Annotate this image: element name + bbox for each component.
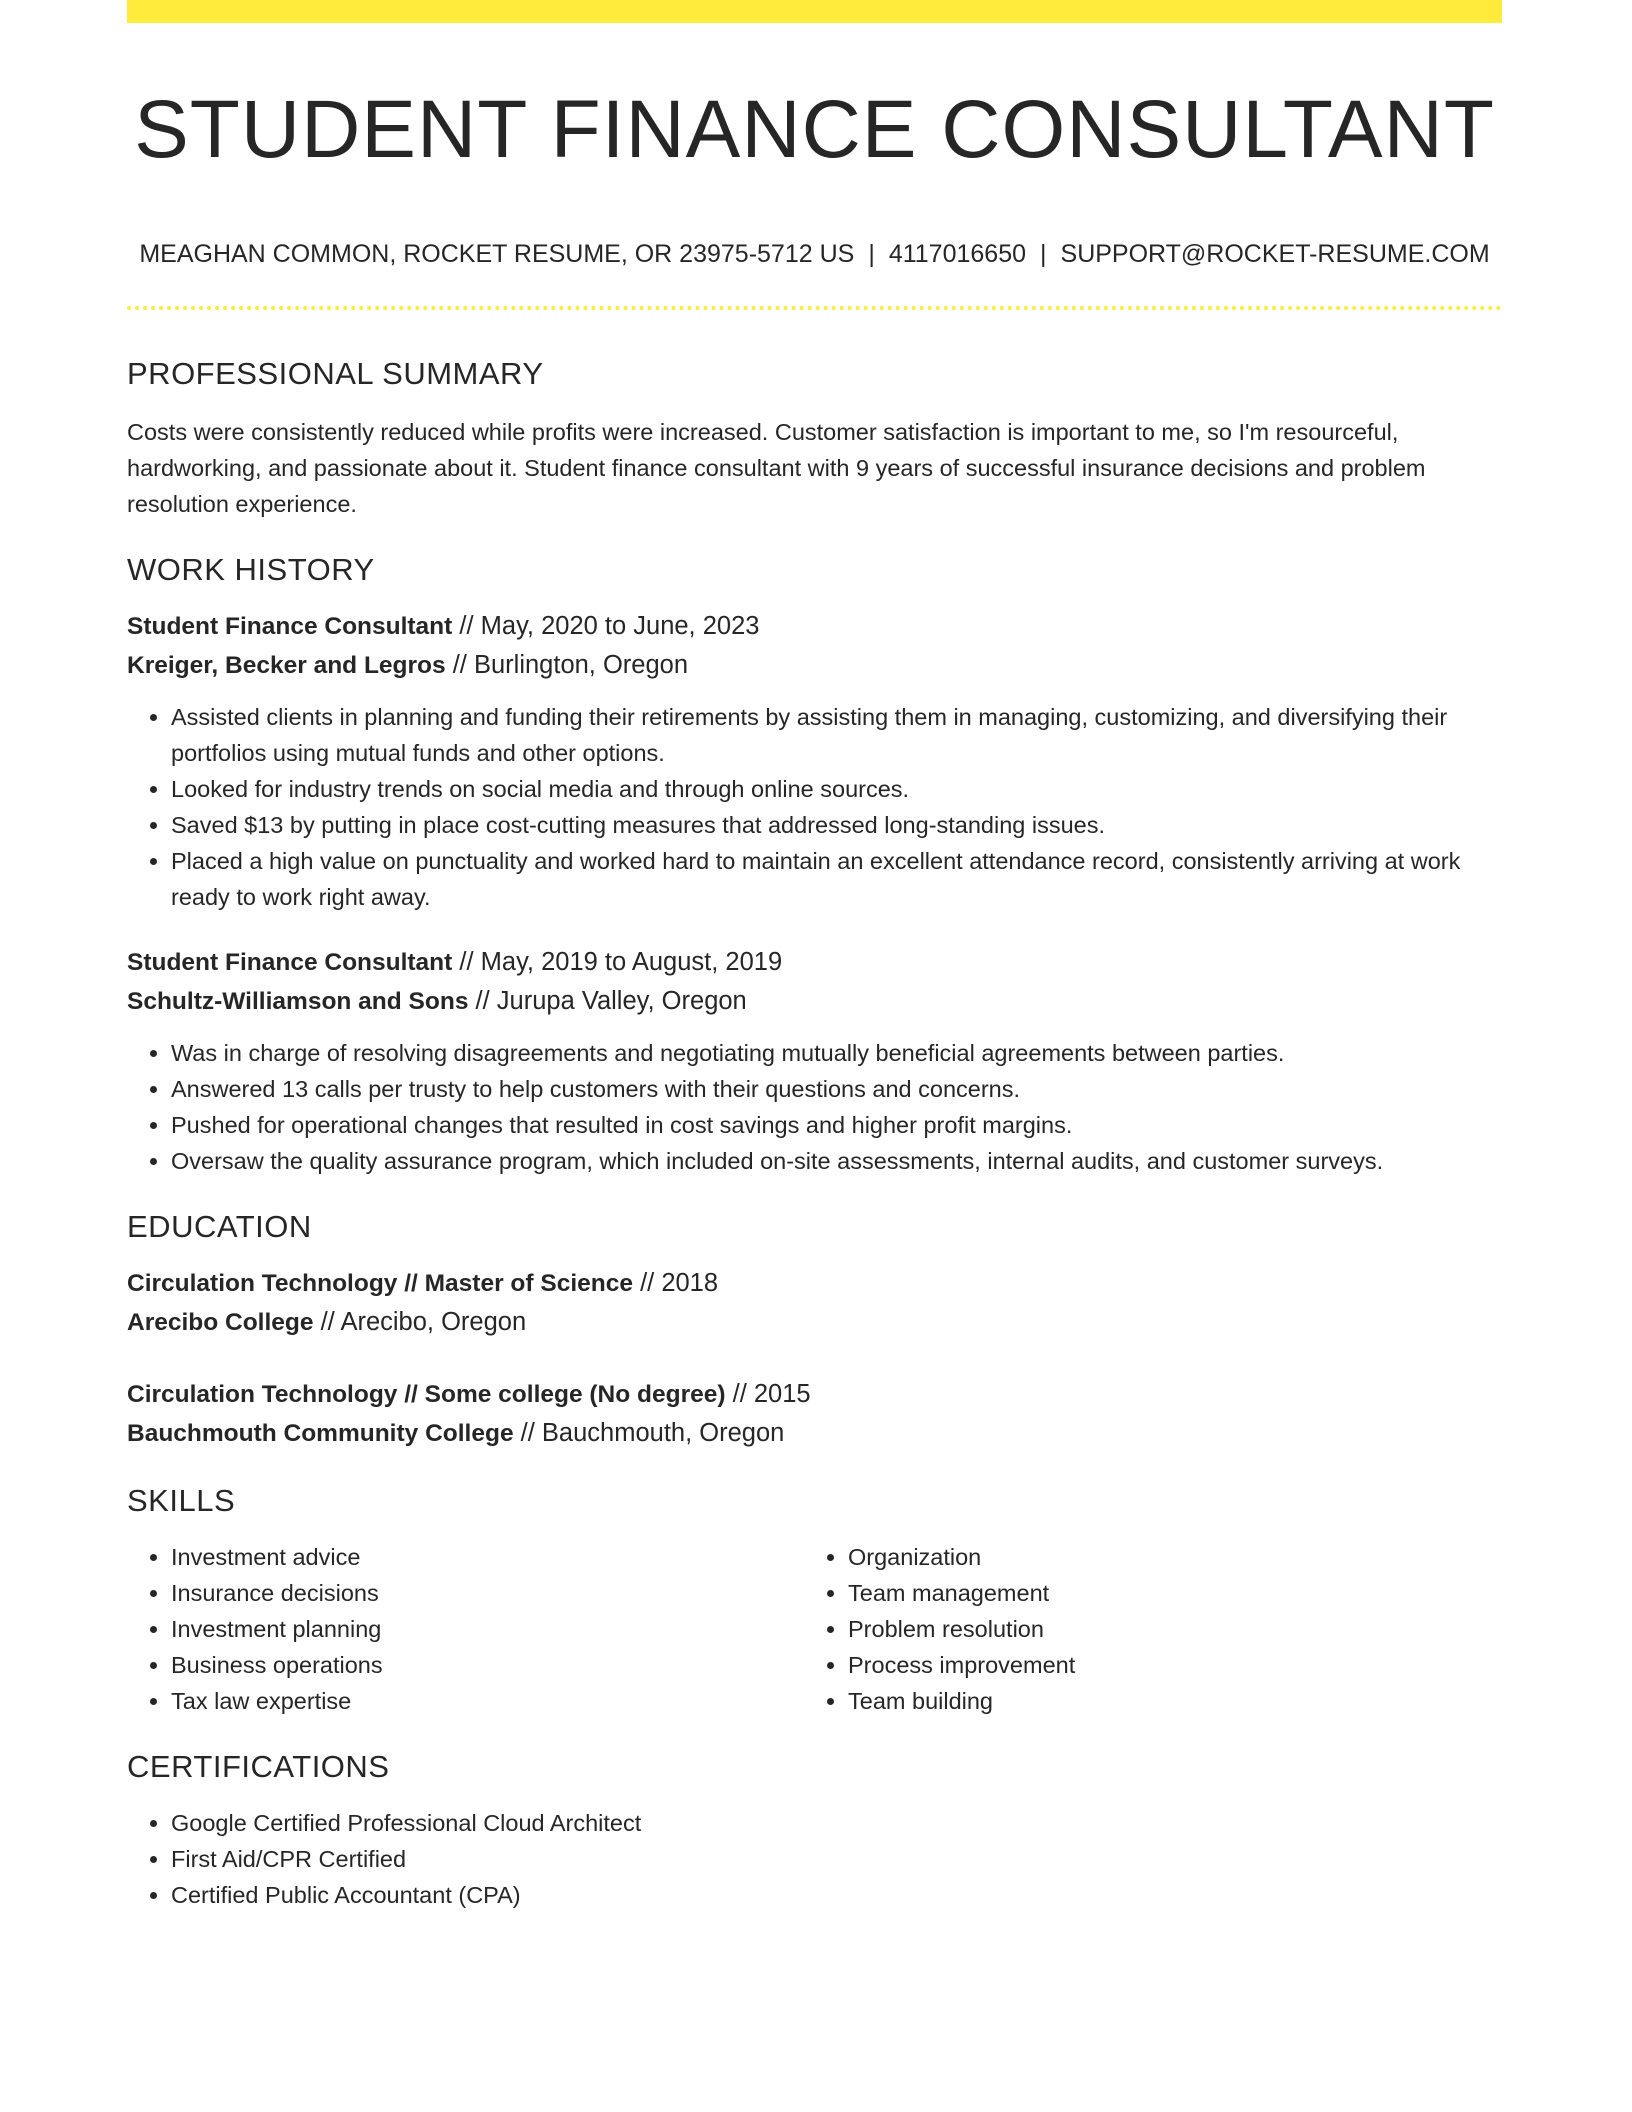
list-item: • Looked for industry trends on social media and through online sources.	[171, 771, 1502, 807]
list-item: • Saved $13 by putting in place cost-cutting measures that addressed long-standing issues.	[171, 807, 1502, 843]
list-item: • Was in charge of resolving disagreements and negotiating mutually beneficial agreements between parties.	[171, 1035, 1502, 1071]
contact-address: MEAGHAN COMMON, ROCKET RESUME, OR 23975-5712 US	[139, 240, 855, 268]
skills-section	[127, 1477, 1502, 1719]
job-company: Kreiger, Becker and Legros	[127, 652, 446, 679]
resume-body	[127, 350, 1502, 1913]
summary-heading: PROFESSIONAL SUMMARY	[127, 356, 544, 391]
skills-heading: SKILLS	[127, 1483, 236, 1518]
list-item: • Certified Public Accountant (CPA)	[171, 1877, 1502, 1913]
list-item: • First Aid/CPR Certified	[171, 1841, 1502, 1877]
job-company-line	[127, 982, 1502, 1021]
education-degree-line	[127, 1375, 1502, 1414]
list-item: • Oversaw the quality assurance program, which included on-site assessments, internal audits, and customer surveys.	[171, 1143, 1502, 1179]
education-location: // Arecibo, Oregon	[313, 1308, 527, 1336]
job-location: // Burlington, Oregon	[445, 651, 689, 679]
job-location: // Jurupa Valley, Oregon	[468, 987, 747, 1015]
job-bullets	[127, 699, 1502, 915]
education-year: // 2018	[632, 1269, 719, 1297]
job-dates: // May, 2020 to June, 2023	[452, 612, 760, 640]
education-heading: EDUCATION	[127, 1209, 312, 1244]
contact-email: SUPPORT@ROCKET-RESUME.COM	[1060, 240, 1490, 268]
list-item: • Team building	[848, 1683, 1481, 1719]
work-history-section	[127, 546, 1502, 1179]
contact-separator: |	[1040, 240, 1047, 268]
job-title-line	[127, 943, 1502, 982]
contact-separator: |	[868, 240, 875, 268]
education-school: Bauchmouth Community College	[127, 1420, 514, 1447]
summary-text: Costs were consistently reduced while profits were increased. Customer satisfaction is important to me, so I'm resourceful, hardworking, and passionate about it. Student finance consultant with 9 years of successful insurance decisions and problem resolution experience.	[127, 419, 1426, 517]
dotted-divider	[127, 306, 1502, 310]
job-bullets	[127, 1035, 1502, 1179]
list-item: • Business operations	[171, 1647, 804, 1683]
job-title: Student Finance Consultant	[127, 949, 453, 976]
skills-grid	[127, 1539, 1502, 1719]
education-entry	[127, 1264, 1502, 1342]
job-title-line	[127, 607, 1502, 646]
accent-top-bar	[127, 0, 1502, 23]
education-school: Arecibo College	[127, 1309, 314, 1336]
job-entry	[127, 943, 1502, 1179]
certifications-section	[127, 1743, 1502, 1913]
certifications-heading: CERTIFICATIONS	[127, 1749, 390, 1784]
job-dates: // May, 2019 to August, 2019	[452, 948, 783, 976]
skills-list-left	[127, 1539, 804, 1719]
contact-line	[127, 236, 1502, 272]
skills-list-right	[804, 1539, 1481, 1719]
work-history-heading: WORK HISTORY	[127, 552, 375, 587]
education-entry	[127, 1375, 1502, 1453]
job-entry	[127, 607, 1502, 915]
contact-phone: 4117016650	[888, 240, 1027, 268]
education-degree-line	[127, 1264, 1502, 1303]
list-item: • Pushed for operational changes that resulted in cost savings and higher profit margins.	[171, 1107, 1502, 1143]
certifications-list	[127, 1805, 1502, 1913]
job-title: Student Finance Consultant	[127, 613, 453, 640]
job-company-line	[127, 646, 1502, 685]
list-item: • Answered 13 calls per trusty to help customers with their questions and concerns.	[171, 1071, 1502, 1107]
list-item: • Assisted clients in planning and funding their retirements by assisting them in managing, customizing, and diversifying their portfolios using mutual funds and other options.	[171, 699, 1502, 771]
list-item: • Google Certified Professional Cloud Architect	[171, 1805, 1502, 1841]
education-section	[127, 1203, 1502, 1453]
list-item: • Investment advice	[171, 1539, 804, 1575]
list-item: • Problem resolution	[848, 1611, 1481, 1647]
job-company: Schultz-Williamson and Sons	[127, 988, 469, 1015]
education-degree: Circulation Technology // Master of Science	[127, 1270, 633, 1297]
page-title: STUDENT FINANCE CONSULTANT	[134, 84, 1495, 175]
education-school-line	[127, 1303, 1502, 1342]
summary-section	[127, 350, 1502, 522]
list-item: • Insurance decisions	[171, 1575, 804, 1611]
education-year: // 2015	[725, 1380, 811, 1408]
list-item: • Process improvement	[848, 1647, 1481, 1683]
list-item: • Investment planning	[171, 1611, 804, 1647]
education-location: // Bauchmouth, Oregon	[513, 1419, 785, 1447]
education-degree: Circulation Technology // Some college (No degree)	[127, 1381, 726, 1408]
education-school-line	[127, 1414, 1502, 1453]
list-item: • Tax law expertise	[171, 1683, 804, 1719]
list-item: • Placed a high value on punctuality and worked hard to maintain an excellent attendance record, consistently arriving at work ready to work right away.	[171, 843, 1502, 915]
list-item: • Team management	[848, 1575, 1481, 1611]
list-item: • Organization	[848, 1539, 1481, 1575]
